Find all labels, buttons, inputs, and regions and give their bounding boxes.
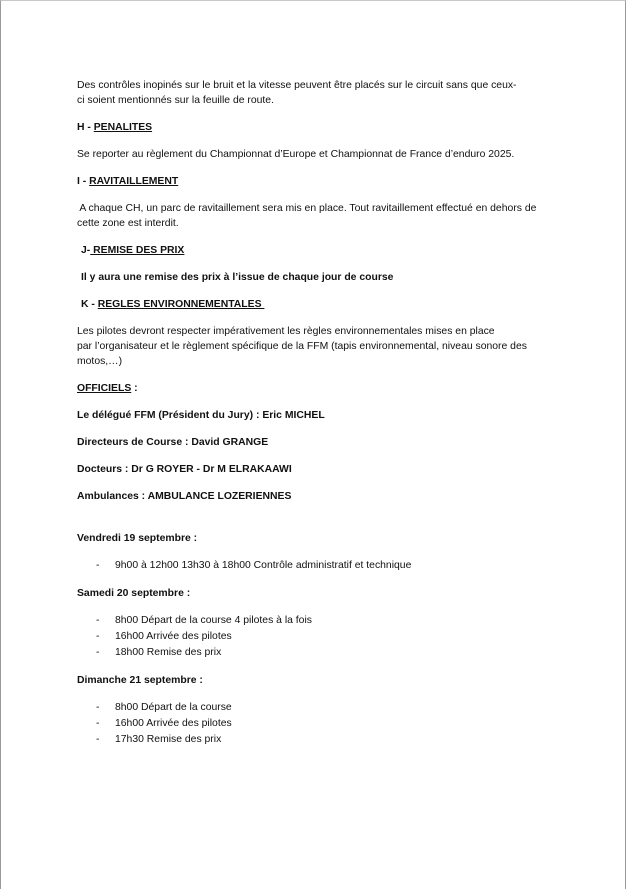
official-directors: Directeurs de Course : David GRANGE (77, 437, 269, 448)
list-item (77, 645, 567, 661)
list-item (77, 629, 567, 645)
list-item-text: 9h00 à 12h00 13h30 à 18h00 Contrôle administratif et technique (115, 560, 412, 571)
dash-bullet: - (96, 734, 100, 745)
section-h-title: PENALITES (93, 122, 153, 133)
section-j-text: Il y aura une remise des prix à l’issue de chaque jour de course (81, 272, 394, 283)
dash-bullet: - (96, 560, 100, 571)
dash-bullet: - (96, 718, 100, 729)
section-i-line-1: A chaque CH, un parc de ravitaillement sera mis en place. Tout ravitaillement effectué en dehors de (77, 203, 537, 214)
section-k-prefix: K - (81, 299, 98, 310)
section-i-line-2: cette zone est interdit. (77, 218, 179, 229)
dash-bullet: - (96, 702, 100, 713)
section-k-line-1: Les pilotes devront respecter impérativement les règles environnementales mises en place (77, 326, 495, 337)
list-item (77, 558, 567, 574)
dash-bullet: - (96, 647, 100, 658)
list-item (77, 700, 567, 716)
list-item-text: 18h00 Remise des prix (115, 647, 222, 658)
dash-bullet: - (96, 615, 100, 626)
list-item-text: 8h00 Départ de la course 4 pilotes à la fois (115, 615, 312, 626)
section-i-text (77, 201, 567, 231)
list-item-text: 16h00 Arrivée des pilotes (115, 718, 232, 729)
section-j-heading (77, 243, 567, 258)
list-item-text: 8h00 Départ de la course (115, 702, 232, 713)
section-h-prefix: H - (77, 122, 94, 133)
list-item (77, 716, 567, 732)
list-item-text: 16h00 Arrivée des pilotes (115, 631, 232, 642)
section-k-line-3: motos,…) (77, 356, 123, 367)
section-j-prefix: J- (81, 245, 91, 256)
official-ambulances: Ambulances : AMBULANCE LOZERIENNES (77, 491, 292, 502)
schedule-day-1-list (77, 558, 567, 574)
section-h-heading (77, 120, 567, 135)
officials-suffix: : (131, 383, 138, 394)
schedule-day-3-title: Dimanche 21 septembre : (77, 675, 203, 686)
intro-line-1: Des contrôles inopinés sur le bruit et la vitesse peuvent être placés sur le circuit sans que ceux- (77, 80, 517, 91)
intro-line-2: ci soient mentionnés sur la feuille de route. (77, 95, 274, 106)
list-item (77, 613, 567, 629)
schedule-day-2-title: Samedi 20 septembre : (77, 588, 191, 599)
section-k-line-2: par l’organisateur et le règlement spécifique de la FFM (tapis environnemental, niveau sonore des (77, 341, 527, 352)
section-k-title: REGLES ENVIRONNEMENTALES (97, 299, 265, 310)
schedule-day-2-list (77, 613, 567, 661)
dash-bullet: - (96, 631, 100, 642)
section-k-heading (77, 297, 567, 312)
officials-heading (77, 381, 567, 396)
section-i-title: RAVITAILLEMENT (89, 176, 179, 187)
section-i-prefix: I - (77, 176, 90, 187)
section-j-title: REMISE DES PRIX (90, 245, 185, 256)
section-h-text: Se reporter au règlement du Championnat d’Europe et Championnat de France d’enduro 2025. (77, 149, 515, 160)
list-item (77, 732, 567, 748)
list-item-text: 17h30 Remise des prix (115, 734, 222, 745)
official-doctors: Docteurs : Dr G ROYER - Dr M ELRAKAAWI (77, 464, 292, 475)
official-delegate: Le délégué FFM (Président du Jury) : Eric MICHEL (77, 410, 325, 421)
document-body (77, 78, 567, 760)
officials-title: OFFICIELS (77, 383, 132, 394)
section-k-text (77, 324, 567, 369)
schedule-day-1-title: Vendredi 19 septembre : (77, 533, 198, 544)
section-i-heading (77, 174, 567, 189)
schedule-day-3-list (77, 700, 567, 748)
intro-paragraph (77, 78, 567, 108)
